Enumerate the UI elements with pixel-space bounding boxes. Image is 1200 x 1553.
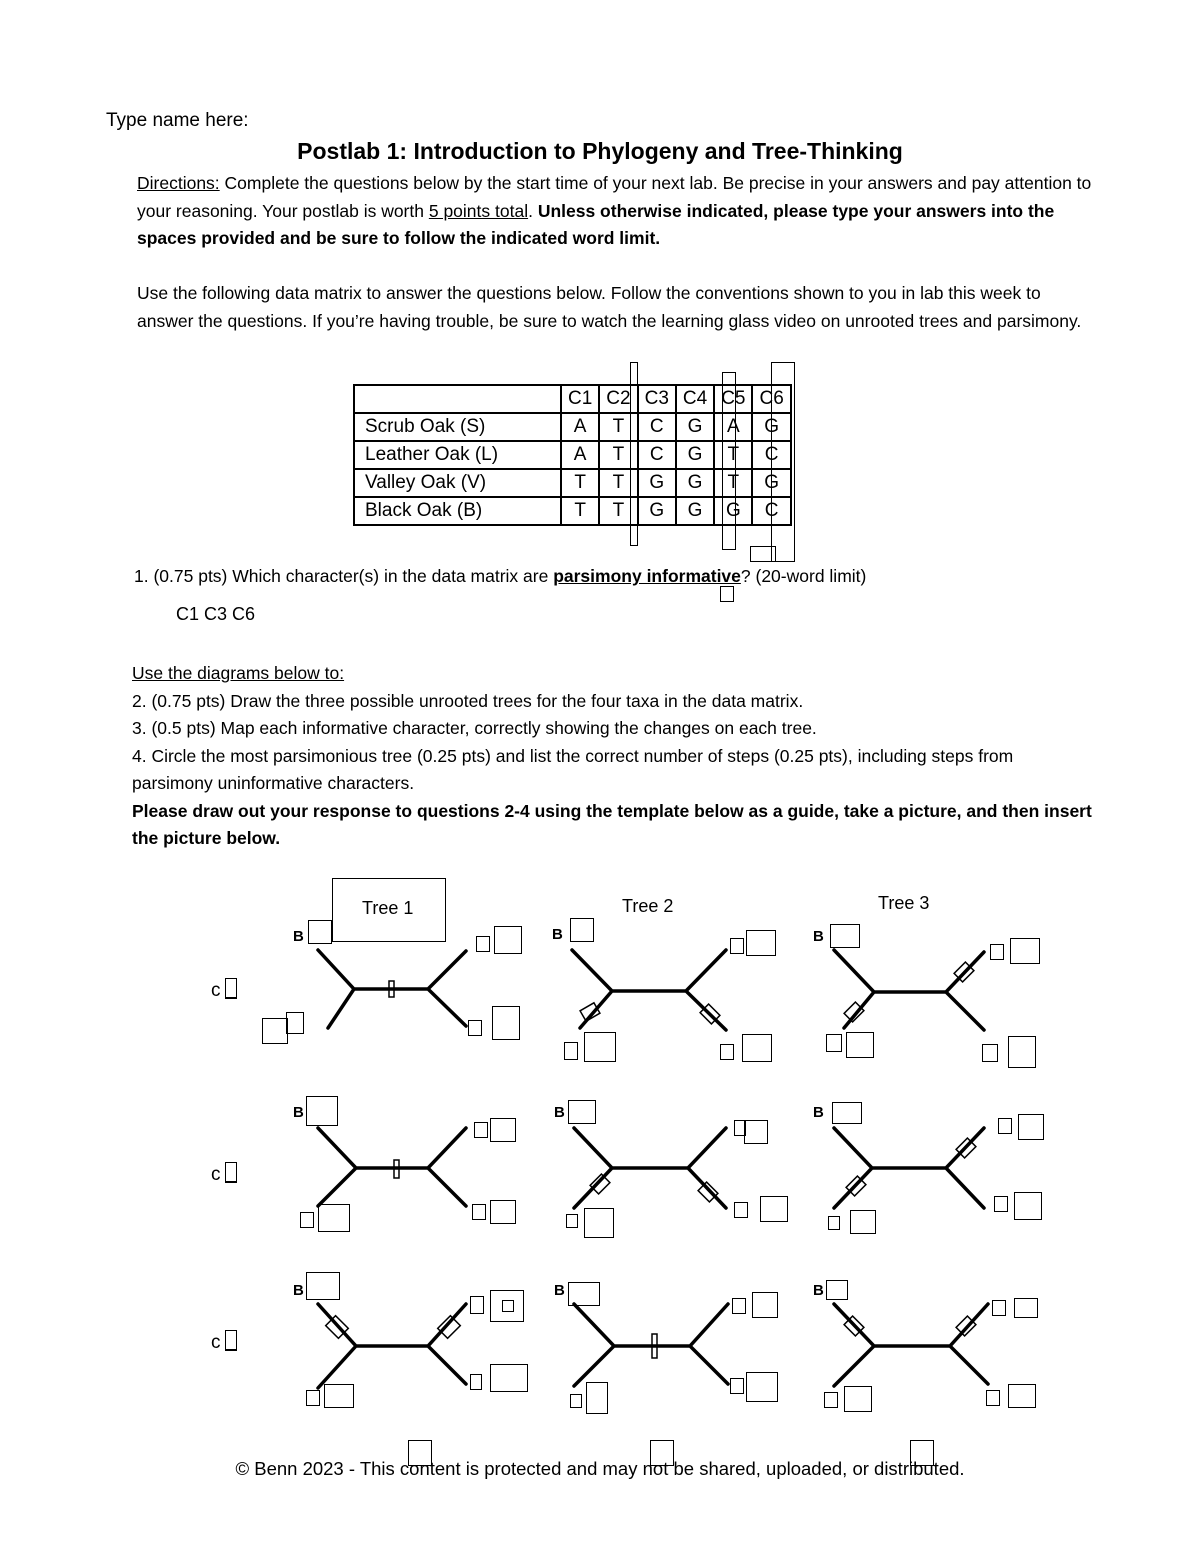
question-1-term: parsimony informative — [553, 566, 741, 586]
answer-box[interactable] — [742, 1034, 772, 1062]
answer-box[interactable] — [586, 1382, 608, 1414]
answer-box[interactable] — [570, 918, 594, 942]
directions-text-2: . — [528, 200, 538, 221]
question-1-suffix: ? (20-word limit) — [740, 566, 867, 586]
state-cell: A — [561, 413, 599, 441]
answer-box[interactable] — [1014, 1192, 1042, 1220]
row-label-text: c — [211, 980, 221, 1001]
answer-box[interactable] — [584, 1032, 616, 1062]
answer-box[interactable] — [828, 1216, 840, 1230]
row-label-text: c — [211, 1164, 221, 1185]
leaf-label-b: B — [554, 1104, 565, 1121]
row-label — [211, 980, 221, 1002]
tree-3-title: Tree 3 — [878, 893, 930, 913]
question-3: 3. (0.5 pts) Map each informative character, correctly showing the changes on each tree. — [132, 718, 817, 738]
answer-box[interactable] — [826, 1280, 848, 1300]
leaf-label-b: B — [293, 1282, 304, 1299]
answer-1-field[interactable]: C1 C3 C6 — [176, 604, 256, 624]
header-cell: C1 — [561, 385, 599, 413]
answer-box[interactable] — [832, 1102, 862, 1124]
tree-diagram — [572, 950, 726, 1030]
page-title: Postlab 1: Introduction to Phylogeny and Tree-Thinking — [297, 138, 903, 164]
answer-box[interactable] — [474, 1122, 488, 1138]
state-cell: G — [638, 469, 676, 497]
leaf-label-b: B — [554, 1282, 565, 1299]
answer-box[interactable] — [1018, 1114, 1044, 1140]
state-cell: T — [714, 469, 752, 497]
state-cell: A — [714, 413, 752, 441]
answer-box[interactable] — [752, 1292, 778, 1318]
answer-box[interactable] — [490, 1118, 516, 1142]
answer-box[interactable] — [306, 1272, 340, 1300]
answer-box[interactable] — [1014, 1298, 1038, 1318]
header-cell: C5 — [714, 385, 752, 413]
answer-box[interactable] — [476, 936, 490, 952]
answer-box[interactable] — [830, 924, 860, 948]
state-cell: G — [752, 413, 790, 441]
row-label — [211, 1164, 221, 1186]
answer-box[interactable] — [502, 1300, 514, 1312]
answer-box[interactable] — [468, 1020, 482, 1036]
header-cell: C2 — [599, 385, 637, 413]
answer-box[interactable] — [990, 944, 1004, 960]
tree-2-title: Tree 2 — [622, 896, 674, 916]
answer-box[interactable] — [746, 930, 776, 956]
answer-box[interactable] — [998, 1118, 1012, 1134]
leaf-label-b: B — [813, 1282, 824, 1299]
directions-text: Complete the questions below by the start time of your next lab. Be precise in your answers and pay attention to your reasoning. Your postlab is worth — [137, 173, 1092, 221]
answer-box[interactable] — [490, 1364, 528, 1392]
state-cell: T — [599, 441, 637, 469]
answer-box[interactable] — [308, 920, 332, 944]
answer-box[interactable] — [844, 1386, 872, 1412]
state-cell: T — [599, 469, 637, 497]
leaf-label-b: B — [552, 926, 563, 943]
answer-box[interactable] — [1010, 938, 1040, 964]
taxon-cell: Valley Oak (V) — [354, 469, 561, 497]
leaf-label-b: B — [813, 1104, 824, 1121]
answer-box[interactable] — [566, 1214, 578, 1228]
state-cell: A — [561, 441, 599, 469]
header-cell: C3 — [638, 385, 676, 413]
answer-box[interactable] — [730, 1378, 744, 1394]
row-label — [211, 1332, 221, 1354]
use-diagrams-label: Use the diagrams below to: — [132, 663, 345, 683]
answer-box[interactable] — [306, 1390, 320, 1406]
header-cell: C4 — [676, 385, 714, 413]
answer-box[interactable] — [318, 1204, 350, 1232]
state-cell: C — [638, 413, 676, 441]
answer-box[interactable] — [286, 1012, 304, 1034]
row-label-box — [225, 1330, 237, 1351]
answer-box[interactable] — [732, 1298, 746, 1314]
answer-box[interactable] — [494, 926, 522, 954]
state-cell: G — [676, 469, 714, 497]
state-cell: T — [561, 497, 599, 525]
answer-box[interactable] — [730, 938, 744, 954]
answer-box[interactable] — [1008, 1036, 1036, 1068]
answer-box[interactable] — [720, 1044, 734, 1060]
state-cell: G — [714, 497, 752, 525]
answer-box[interactable] — [568, 1100, 596, 1124]
copyright-footer: © Benn 2023 - This content is protected and may not be shared, uploaded, or distributed. — [235, 1458, 965, 1479]
answer-box[interactable] — [744, 1120, 768, 1144]
answer-box[interactable] — [846, 1032, 874, 1058]
state-cell: T — [561, 469, 599, 497]
answer-box[interactable] — [324, 1384, 354, 1408]
answer-box[interactable] — [570, 1394, 582, 1408]
answer-box[interactable] — [306, 1096, 338, 1126]
directions-bold: Unless otherwise indicated, please type your answers into the spaces provided and be sure to follow the indicated word limit. — [137, 200, 1055, 248]
answer-box[interactable] — [850, 1210, 876, 1234]
taxon-cell: Black Oak (B) — [354, 497, 561, 525]
state-cell: C — [638, 441, 676, 469]
answer-box[interactable] — [492, 1006, 520, 1040]
answer-box[interactable] — [760, 1196, 788, 1222]
tree-diagram — [318, 1304, 466, 1388]
answer-box[interactable] — [986, 1390, 1000, 1406]
drawing-instruction: Please draw out your response to questions 2-4 using the template below as a guide, take a picture, and then insert the picture below. — [132, 800, 1092, 848]
answer-box[interactable] — [564, 1042, 578, 1060]
state-cell: G — [676, 413, 714, 441]
state-cell: T — [599, 497, 637, 525]
state-cell: C — [752, 441, 790, 469]
directions-label: Directions: — [137, 173, 220, 193]
answer-box[interactable] — [826, 1034, 842, 1052]
intro-paragraph: Use the following data matrix to answer the questions below. Follow the conventions shown to you in lab this week to answer the questions. If you’re having trouble, be sure to watch the learning glass video on unrooted trees and parsimony. — [137, 283, 1082, 331]
state-cell: G — [752, 469, 790, 497]
answer-box[interactable] — [568, 1282, 600, 1306]
taxon-cell: Leather Oak (L) — [354, 441, 561, 469]
answer-box[interactable] — [470, 1374, 482, 1390]
name-label: Type name here: — [106, 110, 249, 131]
taxon-cell: Scrub Oak (S) — [354, 413, 561, 441]
question-2: 2. (0.75 pts) Draw the three possible unrooted trees for the four taxa in the data matrix. — [132, 690, 804, 711]
answer-box[interactable] — [262, 1018, 288, 1044]
row-label-text: c — [211, 1332, 221, 1353]
state-cell: G — [638, 497, 676, 525]
tree-diagram — [834, 1128, 984, 1208]
tree-diagram — [834, 1304, 988, 1386]
answer-box[interactable] — [982, 1044, 998, 1062]
header-cell: C6 — [752, 385, 790, 413]
answer-box[interactable] — [584, 1208, 614, 1238]
question-4: 4. Circle the most parsimonious tree (0.25 pts) and list the correct number of steps (0.25 pts), including steps from parsimony uninformative characters. — [132, 745, 1014, 793]
answer-box[interactable] — [1008, 1384, 1036, 1408]
leaf-label-b: B — [293, 928, 304, 945]
answer-box[interactable] — [824, 1392, 838, 1408]
tree-diagram — [318, 1128, 466, 1206]
question-1-prefix: 1. (0.75 pts) Which character(s) in the data matrix are — [134, 566, 554, 586]
answer-box[interactable] — [300, 1212, 314, 1228]
answer-box[interactable] — [994, 1196, 1008, 1212]
leaf-label-b: B — [293, 1104, 304, 1121]
state-cell: G — [676, 497, 714, 525]
answer-box[interactable] — [490, 1200, 516, 1224]
leaf-label-b: B — [813, 928, 824, 945]
state-cell: G — [676, 441, 714, 469]
tree-diagram — [318, 950, 466, 1028]
answer-box[interactable] — [472, 1204, 486, 1220]
answer-box[interactable] — [992, 1300, 1006, 1316]
answer-box[interactable] — [734, 1202, 748, 1218]
row-label-box — [225, 1162, 237, 1183]
state-cell: T — [714, 441, 752, 469]
state-cell: T — [599, 413, 637, 441]
tree-diagram — [574, 1304, 728, 1386]
state-cell: C — [752, 497, 790, 525]
row-label-box — [225, 978, 237, 999]
answer-box[interactable] — [746, 1372, 778, 1402]
tree-1-title: Tree 1 — [362, 898, 414, 918]
answer-box[interactable] — [470, 1296, 484, 1314]
points-total: 5 points total — [428, 200, 529, 221]
